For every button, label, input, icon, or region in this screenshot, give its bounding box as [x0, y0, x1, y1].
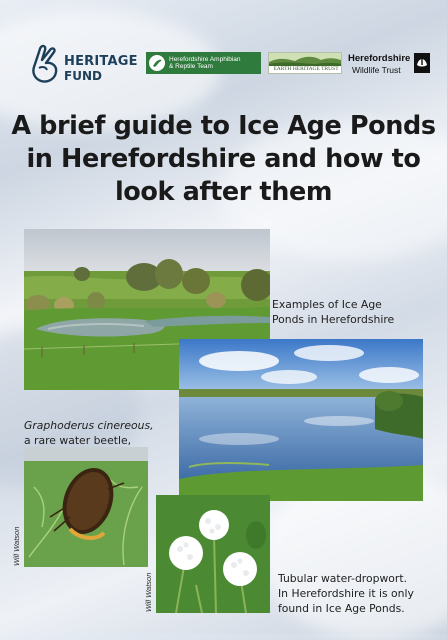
- hart-logo: [146, 52, 261, 74]
- ponds-caption: Examples of Ice Age Ponds in Herefordshire: [272, 298, 395, 326]
- pond-reflection-photo: [179, 339, 423, 501]
- beetle-caption: Graphoderus cinereous, a rare water beetle,: [24, 419, 154, 447]
- heritage-fund-line1: HERITAGE: [64, 54, 138, 69]
- dropwort-photo-credit: Will Watson: [144, 572, 153, 612]
- wildlife-trust-line1: Herefordshire: [348, 53, 411, 64]
- wildlife-trust-line2: Wildlife Trust: [352, 65, 401, 75]
- water-beetle-photo: [24, 447, 148, 567]
- beetle-photo-credit: Will Watson: [12, 526, 21, 566]
- heritage-fund-line2: FUND: [64, 69, 102, 83]
- logo-strip: [30, 44, 430, 84]
- wildlife-trust-logo: [348, 50, 430, 78]
- hills-icon: [269, 53, 342, 66]
- water-dropwort-photo: [156, 495, 270, 613]
- page-title: A brief guide to Ice Age Ponds in Herefordshire and how to look after them: [11, 111, 436, 207]
- earth-heritage-trust-logo: [268, 52, 342, 74]
- hart-text: Herefordshire Amphibian & Reptile Team: [169, 55, 241, 70]
- heritage-fund-logo: [30, 44, 140, 84]
- crossed-fingers-icon: [30, 44, 60, 84]
- newt-icon: [149, 55, 165, 71]
- dropwort-caption: Tubular water-dropwort. In Herefordshire it is only found in Ice Age Ponds.: [278, 572, 414, 615]
- earth-heritage-trust-name: EARTH HERITAGE TRUST: [273, 66, 339, 72]
- badger-icon: [414, 53, 430, 73]
